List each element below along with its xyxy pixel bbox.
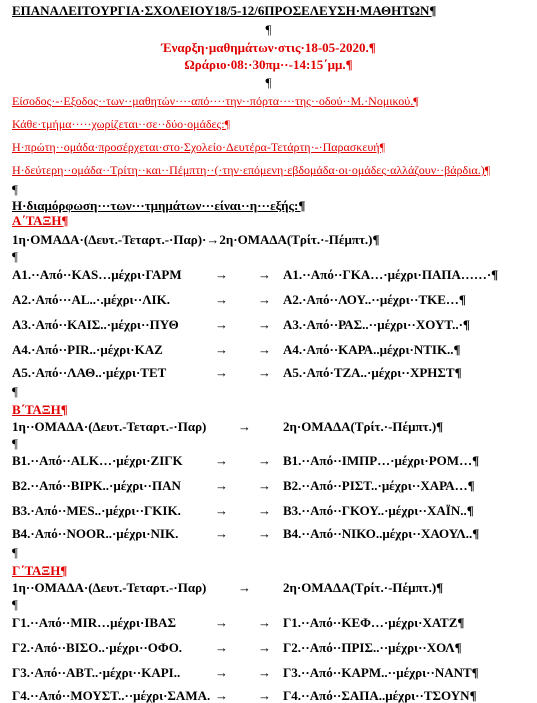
class-heading-a: Α΄ΤΑΞΗ¶	[12, 213, 69, 228]
range-left: Γ3.·Από··ΑΒΤ..·μέχρι··ΚΑΡΙ..	[12, 665, 181, 680]
empty-paragraph-mark: ¶	[12, 384, 18, 399]
group-one-label: 1η··ΟΜΑΔΑ·(Δευτ.-Τεταρτ.-·Παρ)	[12, 419, 207, 434]
group-one-label: 1η·ΟΜΑΔΑ·(Δευτ.-Τεταρτ.-·Παρ)·→2η·ΟΜΑΔΑ(Τρίτ.·-Πέμπτ.)¶	[12, 232, 380, 247]
range-right: Α4.·Από··ΚΑΡΑ..μέχρι·ΝΤΙΚ..¶	[283, 342, 461, 357]
arrow-icon: →	[215, 267, 228, 282]
range-right: Β2.··Από··ΡΙΣΤ..·μέχρι··ΧΑΡΑ…¶	[283, 478, 475, 493]
empty-paragraph-mark: ¶	[12, 249, 18, 264]
empty-paragraph-mark: ¶	[265, 22, 272, 37]
arrow-icon: →	[215, 688, 228, 703]
group-two-label: 2η·ΟΜΑΔΑ(Τρίτ.·-Πέμπτ.)¶	[283, 419, 444, 434]
arrow-icon: →	[258, 317, 271, 332]
range-right: Α2.·Από··ΛΟΥ..··μέχρι··ΤΚΕ…¶	[283, 292, 466, 307]
arrow-icon: →	[215, 292, 228, 307]
empty-paragraph-mark: ¶	[12, 545, 18, 560]
arrow-icon: →	[215, 615, 228, 630]
group-one-label: 1η··ΟΜΑΔΑ·(Δευτ.-Τεταρτ.-·Παρ)	[12, 580, 207, 595]
range-right: Γ2.··Από··ΠΡΙΣ..··μέχρι··ΧΟΛ¶	[283, 640, 462, 655]
arrow-icon: →	[215, 342, 228, 357]
arrow-icon: →	[258, 615, 271, 630]
arrow-icon: →	[258, 640, 271, 655]
document-title: ΕΠΑΝΑΛΕΙΤΟΥΡΓΙΑ·ΣΧΟΛΕΙΟΥ18/5-12/6ΠΡΟΣΕΛΕΥΣΗ·ΜΑΘΗΤΩΝ¶	[12, 3, 437, 18]
start-date-line: Έναρξη·μαθημάτων·στις·18-05-2020.¶	[161, 40, 376, 55]
range-right: Β1.··Από··ΙΜΠΡ…·μέχρι·ΡΟΜ…¶	[283, 453, 480, 468]
empty-paragraph-mark: ¶	[12, 597, 18, 612]
range-left: Α3.·Από··ΚΑΙΣ..·μέχρι··ΠΥΘ	[12, 317, 179, 332]
arrow-icon: →	[258, 267, 271, 282]
arrow-icon: →	[258, 688, 271, 703]
arrow-icon: →	[258, 526, 271, 541]
empty-paragraph-mark: ¶	[265, 75, 272, 90]
range-left: Β1.··Από··ALK…·μέχρι·ΖΙΓΚ	[12, 453, 183, 468]
arrow-icon: →	[258, 478, 271, 493]
range-left: Α1.··Από··KAS…μέχρι·ΓΑΡΜ	[12, 267, 182, 282]
arrow-icon: →	[215, 665, 228, 680]
arrow-icon: →	[258, 665, 271, 680]
intro-line: Η·διαμόρφωση···των···τμημάτων···είναι··η···εξής:¶	[12, 198, 306, 213]
range-right: Γ1.··Από··ΚΕΦ…·μέχρι·ΧΑΤΖ¶	[283, 615, 465, 630]
range-right: Α1.··Από··ΓΚΑ…·μέχρι·ΠΑΠΑ……·¶	[283, 267, 499, 282]
arrow-icon: →	[258, 342, 271, 357]
range-right: Γ3.··Από··ΚΑΡΜ..··μέχρι··ΝΑΝΤ¶	[283, 665, 479, 680]
class-heading-c: Γ΄ΤΑΞΗ¶	[12, 563, 68, 578]
arrow-icon: →	[215, 526, 228, 541]
groups-notice: Κάθε·τμήμα·····χωρίζεται··σε··δύο·ομάδες:¶	[12, 117, 231, 131]
range-left: Β3.·Από··MES..·μέχρι··ΓΚΙΚ.	[12, 503, 181, 518]
arrow-icon: →	[215, 640, 228, 655]
arrow-icon: →	[258, 292, 271, 307]
arrow-icon: →	[238, 419, 251, 434]
arrow-icon: →	[258, 503, 271, 518]
range-right: Β4.··Από··ΝΙΚΟ..μέχρι··ΧΑΟΥΛ..¶	[283, 526, 480, 541]
second-group-notice: Η·δεύτερη··ομάδα··Τρίτη··και··Πέμπτη··(·την·επόμενη·εβδομάδα·οι·ομάδες·αλλάζουν··βάρδια.)¶	[12, 163, 491, 177]
empty-paragraph-mark: ¶	[12, 436, 18, 451]
range-right: Γ4.··Από··ΣΑΠΑ..μέχρι··ΤΣΟΥΝ¶	[283, 688, 477, 703]
range-right: Α5.·Από·ΤΖΑ..·μέχρι··ΧΡΗΣΤ¶	[283, 365, 462, 380]
range-left: Α4.·Από··PIR..·μέχρι·ΚΑΖ	[12, 342, 163, 357]
arrow-icon: →	[215, 453, 228, 468]
range-left: Γ1.··Από··MIR…μέχρι·ΙΒΑΣ	[12, 615, 176, 630]
empty-paragraph-mark: ¶	[12, 182, 18, 197]
first-group-notice: Η·πρώτη··ομάδα·προσέρχεται·στο·Σχολείο·Δευτέρα-Τετάρτη·-·Παρασκευή¶	[12, 140, 386, 154]
range-left: Α5.·Από··ΛΑΘ..·μέχρι·ΤΕΤ	[12, 365, 167, 380]
arrow-icon: →	[215, 478, 228, 493]
range-left: Γ2.·Από··ΒΙΣΟ..·μέχρι··ΟΦΟ.	[12, 640, 183, 655]
range-left: Γ4.··Από··ΜΟΥΣΤ..··μέχρι·ΣΑΜΑ.	[12, 688, 211, 703]
arrow-icon: →	[215, 317, 228, 332]
range-left: Β2.··Από··BIPK..·μέχρι··ΠΑΝ	[12, 478, 181, 493]
range-right: Β3.··Από··ΓΚΟΥ..·μέχρι··ΧΑΪΝ..¶	[283, 503, 474, 518]
arrow-icon: →	[238, 580, 251, 595]
class-heading-b: Β΄ΤΑΞΗ¶	[12, 402, 68, 417]
arrow-icon: →	[258, 365, 271, 380]
range-left: Β4.·Από··NOOR..·μέχρι·ΝΙΚ.	[12, 526, 179, 541]
school-hours-line: Ωράριο·08:·30πμ··-14:15΄μμ.¶	[184, 57, 353, 72]
arrow-icon: →	[258, 453, 271, 468]
arrow-icon: →	[215, 503, 228, 518]
group-two-label: 2η·ΟΜΑΔΑ(Τρίτ.·-Πέμπτ.)¶	[283, 580, 444, 595]
arrow-icon: →	[215, 365, 228, 380]
entrance-notice: Είσοδος·-·Εξοδος··των··μαθητών····από····την··πόρτα····της··οδού··Μ.·Νομικού.¶	[12, 94, 419, 108]
range-left: Α2.·Από···AL..·.μέχρι··ΛΙΚ.	[12, 292, 170, 307]
range-right: Α3.·Από··ΡΑΣ..··μέχρι··ΧΟΥΤ..·¶	[283, 317, 470, 332]
